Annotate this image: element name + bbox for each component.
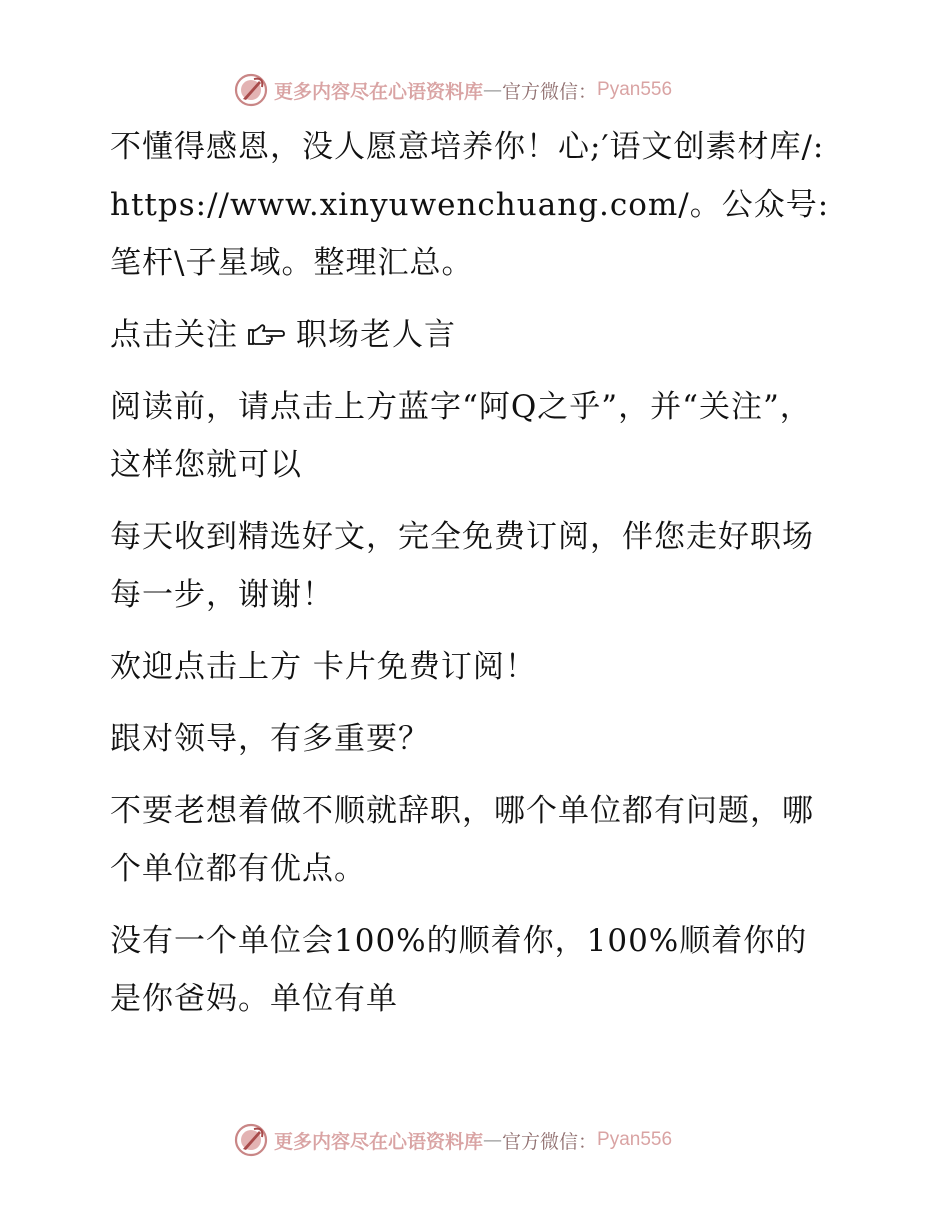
paragraph-8: 没有一个单位会100%的顺着你，100%顺着你的是你爸妈。单位有单 bbox=[110, 923, 808, 1017]
banner-title: 更多内容尽在心语资料库 bbox=[274, 80, 484, 103]
follow-prompt-text: 点击关注 bbox=[110, 317, 238, 353]
paragraph-2 bbox=[98, 306, 838, 364]
banner-wechat-label: 官方微信： bbox=[502, 1130, 598, 1153]
banner-title: 更多内容尽在心语资料库 bbox=[274, 1130, 484, 1153]
header-banner bbox=[234, 72, 754, 108]
paragraph-6: 跟对领导，有多重要？ bbox=[110, 721, 430, 757]
banner-separator: — bbox=[483, 1129, 503, 1151]
paragraph-7: 不要老想着做不顺就辞职，哪个单位都有问题，哪个单位都有优点。 bbox=[110, 793, 814, 887]
article-body bbox=[98, 118, 838, 1042]
banner-wechat-id: Pyan556 bbox=[597, 79, 673, 100]
banner-wechat-id: Pyan556 bbox=[597, 1129, 673, 1150]
quill-seal-logo-icon bbox=[234, 73, 268, 107]
paragraph-3: 阅读前，请点击上方蓝字“阿Q之乎”，并“关注”，这样您就可以 bbox=[110, 389, 812, 483]
paragraph-1: 不懂得感恩，没人愿意培养你！心;′语文创素材库/: https://www.xinyuwenchuang.com/。公众号: 笔杆\子星域。整理汇总。 bbox=[110, 129, 830, 281]
account-name-text: 职场老人言 bbox=[296, 317, 456, 353]
paragraph-5: 欢迎点击上方 卡片免费订阅！ bbox=[110, 649, 537, 685]
footer-banner bbox=[234, 1122, 754, 1158]
quill-seal-logo-icon bbox=[234, 1123, 268, 1157]
banner-separator: — bbox=[483, 79, 503, 101]
banner-wechat-label: 官方微信： bbox=[502, 80, 598, 103]
paragraph-4: 每天收到精选好文，完全免费订阅，伴您走好职场每一步，谢谢！ bbox=[110, 519, 814, 613]
pointing-hand-icon bbox=[246, 321, 286, 349]
